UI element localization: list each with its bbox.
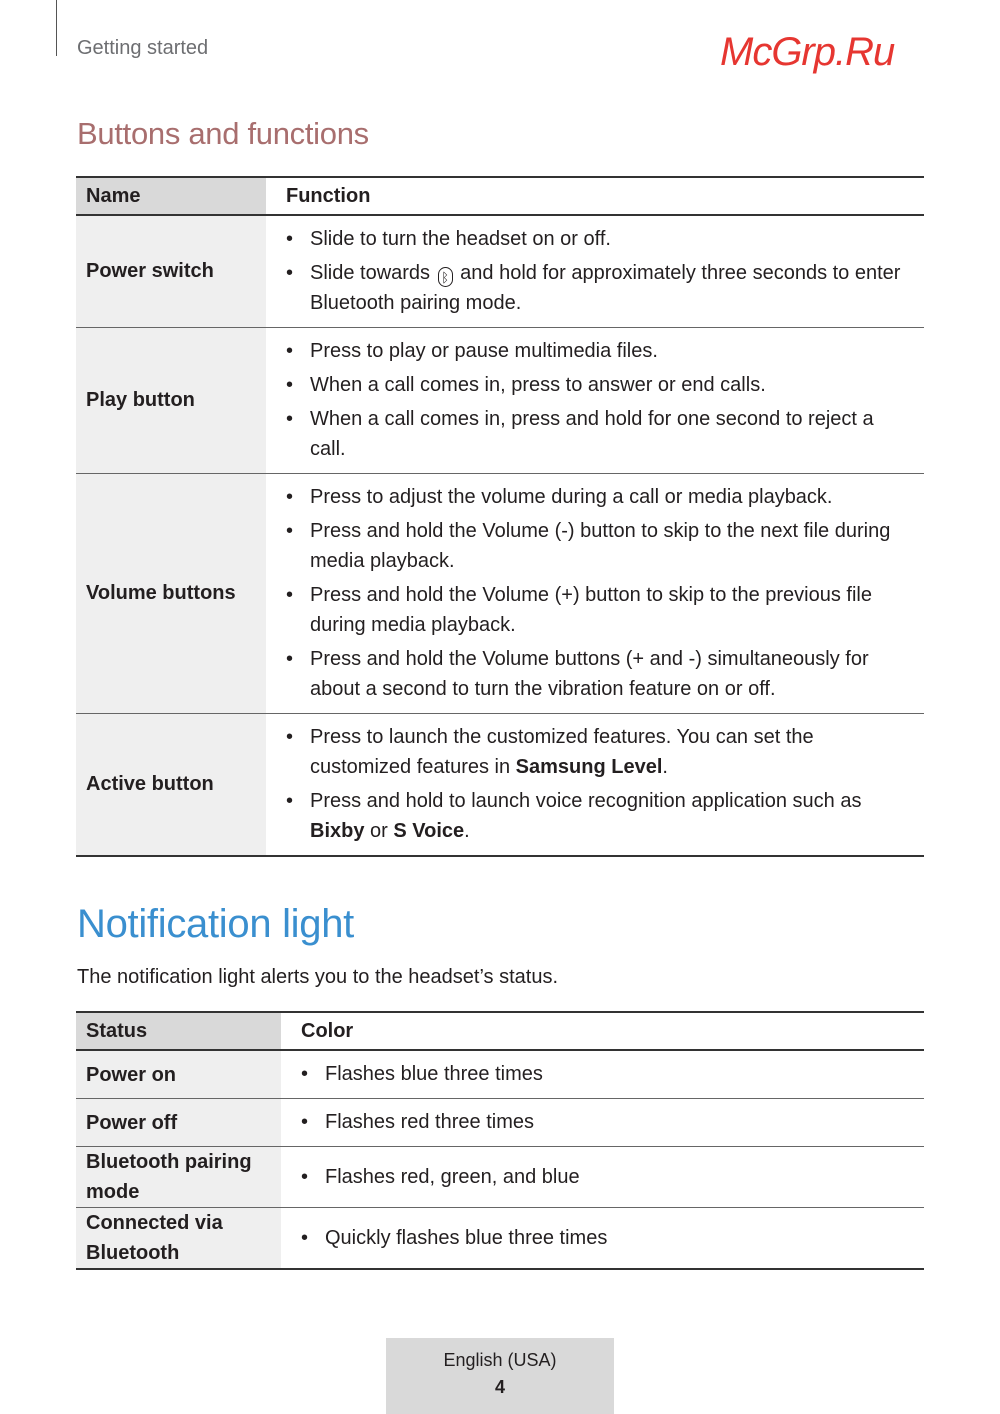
bullet-item bbox=[286, 258, 914, 318]
table-row bbox=[76, 1099, 924, 1147]
text-segment: Press and hold the Volume (-) button to skip to the next file during media playback. bbox=[310, 520, 891, 572]
text-segment: When a call comes in, press to answer or end calls. bbox=[310, 374, 766, 396]
table-row bbox=[76, 1050, 924, 1099]
col-name: Name bbox=[76, 177, 266, 215]
text-segment: Press and hold the Volume (+) button to skip to the previous file during media playback. bbox=[310, 584, 872, 636]
table-row bbox=[76, 714, 924, 857]
status-name: Connected via Bluetooth bbox=[76, 1208, 281, 1270]
bullet-text bbox=[310, 516, 914, 576]
margin-rule bbox=[56, 0, 57, 56]
bullet-text bbox=[310, 258, 914, 318]
watermark: McGrp.Ru bbox=[720, 30, 895, 74]
status-color bbox=[281, 1050, 924, 1099]
button-functions bbox=[266, 215, 924, 328]
color-text: Flashes red three times bbox=[325, 1111, 534, 1133]
bullet-item bbox=[286, 722, 914, 782]
notification-intro: The notification light alerts you to the headset’s status. bbox=[77, 966, 559, 988]
table-row bbox=[76, 215, 924, 328]
text-segment: Press to launch the customized features. You can set the customized features in bbox=[310, 726, 814, 778]
bullet-text bbox=[310, 370, 766, 400]
text-segment: Press to adjust the volume during a call or media playback. bbox=[310, 486, 833, 508]
bullet-icon: • bbox=[286, 584, 294, 606]
bullet-icon: • bbox=[286, 486, 294, 508]
footer-language: English (USA) bbox=[443, 1350, 557, 1370]
bullet-item bbox=[286, 644, 914, 704]
text-segment: When a call comes in, press and hold for one second to reject a call. bbox=[310, 408, 874, 460]
bullet-icon: • bbox=[301, 1226, 309, 1249]
col-function: Function bbox=[266, 177, 924, 215]
status-color bbox=[281, 1208, 924, 1270]
bullet-icon: • bbox=[286, 340, 294, 362]
bullet-text bbox=[310, 404, 914, 464]
button-name: Power switch bbox=[76, 215, 266, 328]
text-segment: and hold for approximately three seconds to enter Bluetooth pairing mode. bbox=[310, 262, 901, 314]
bullet-item bbox=[301, 1223, 914, 1253]
text-segment: . bbox=[662, 756, 668, 778]
bullet-item bbox=[301, 1107, 914, 1137]
text-segment: Slide towards bbox=[310, 262, 436, 284]
table-row bbox=[76, 328, 924, 474]
col-color: Color bbox=[281, 1012, 924, 1050]
bullet-text bbox=[310, 336, 658, 366]
notification-table bbox=[76, 1011, 924, 1270]
text-segment: Slide to turn the headset on or off. bbox=[310, 228, 611, 250]
button-functions bbox=[266, 328, 924, 474]
bullet-text bbox=[310, 482, 833, 512]
col-status: Status bbox=[76, 1012, 281, 1050]
bold-term: Bixby bbox=[310, 820, 365, 842]
bullet-icon: • bbox=[286, 790, 294, 812]
bullet-item bbox=[286, 404, 914, 464]
button-name: Play button bbox=[76, 328, 266, 474]
bullet-icon: • bbox=[301, 1165, 309, 1188]
bullet-icon: • bbox=[286, 520, 294, 542]
color-text: Flashes blue three times bbox=[325, 1063, 543, 1085]
bullet-icon: • bbox=[301, 1063, 309, 1085]
bold-term: S Voice bbox=[393, 820, 465, 842]
bullet-text bbox=[310, 644, 914, 704]
status-name: Power off bbox=[76, 1099, 281, 1147]
color-text: Flashes red, green, and blue bbox=[325, 1165, 580, 1188]
buttons-table bbox=[76, 176, 924, 857]
bullet-item bbox=[286, 336, 914, 366]
bullet-text bbox=[310, 786, 914, 846]
text-segment: Press and hold the Volume buttons (+ and -) simultaneously for about a second to turn the vibration feature on or off. bbox=[310, 648, 869, 700]
bullet-icon: • bbox=[286, 648, 294, 670]
bullet-icon: • bbox=[286, 228, 294, 250]
bullet-item bbox=[286, 224, 914, 254]
bullet-text bbox=[310, 722, 914, 782]
table-row bbox=[76, 1208, 924, 1270]
bullet-icon: • bbox=[286, 262, 294, 284]
bullet-item bbox=[286, 370, 914, 400]
section-label: Getting started bbox=[77, 37, 209, 59]
bold-term: Samsung Level bbox=[515, 756, 663, 778]
buttons-heading: Buttons and functions bbox=[77, 116, 369, 151]
bullet-text bbox=[310, 224, 611, 254]
table-row bbox=[76, 1147, 924, 1208]
color-text: Quickly flashes blue three times bbox=[325, 1226, 608, 1249]
status-name: Power on bbox=[76, 1050, 281, 1099]
page-number: 4 bbox=[494, 1377, 505, 1397]
bullet-icon: • bbox=[286, 374, 294, 396]
text-segment: or bbox=[364, 820, 394, 842]
bullet-item bbox=[286, 786, 914, 846]
status-color bbox=[281, 1147, 924, 1208]
notification-heading: Notification light bbox=[77, 902, 354, 946]
bullet-icon: • bbox=[286, 408, 294, 430]
bullet-icon: • bbox=[301, 1111, 309, 1133]
text-segment: Press to play or pause multimedia files. bbox=[310, 340, 658, 362]
page-footer bbox=[386, 1338, 614, 1414]
button-name: Volume buttons bbox=[76, 474, 266, 714]
bullet-text bbox=[310, 580, 914, 640]
button-name: Active button bbox=[76, 714, 266, 857]
bullet-item bbox=[286, 516, 914, 576]
bullet-item bbox=[286, 580, 914, 640]
status-name: Bluetooth pairing mode bbox=[76, 1147, 281, 1208]
bullet-item bbox=[301, 1059, 914, 1089]
button-functions bbox=[266, 474, 924, 714]
table-row bbox=[76, 474, 924, 714]
status-color bbox=[281, 1099, 924, 1147]
button-functions bbox=[266, 714, 924, 857]
bluetooth-icon: ᛒ bbox=[438, 267, 453, 287]
bullet-icon: • bbox=[286, 726, 294, 748]
text-segment: Press and hold to launch voice recognition application such as bbox=[310, 790, 862, 812]
text-segment: . bbox=[464, 820, 470, 842]
bullet-item bbox=[286, 482, 914, 512]
bullet-item bbox=[301, 1162, 914, 1192]
